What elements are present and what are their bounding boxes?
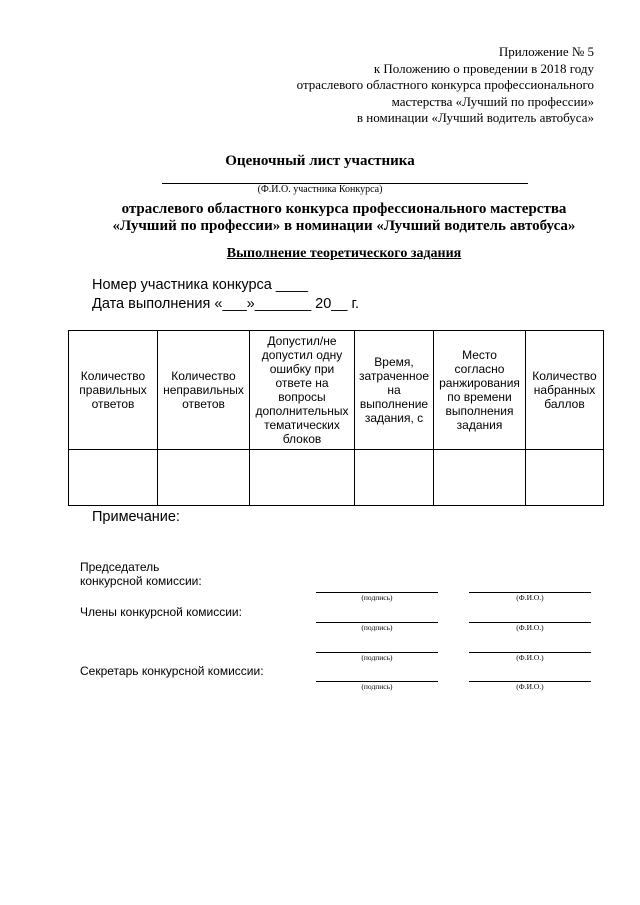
name-caption: (Ф.И.О.) bbox=[516, 682, 544, 691]
chair-label bbox=[80, 560, 202, 588]
header-rank-by-time: Место согласно ранжирования по времени выполнения задания bbox=[434, 331, 526, 450]
header-correct-answers: Количество правильных ответов bbox=[69, 331, 158, 450]
contest-title-line: «Лучший по профессии» в номинации «Лучший водитель автобуса» bbox=[112, 218, 576, 234]
table-cell[interactable] bbox=[355, 450, 434, 506]
table-cell[interactable] bbox=[250, 450, 355, 506]
header-error-in-additional-blocks: Допустил/не допустил одну ошибку при ответе на вопросы дополнительных тематических блоков bbox=[250, 331, 355, 450]
task-heading-text: Выполнение теоретического задания bbox=[226, 246, 462, 261]
participant-name-caption: (Ф.И.О. участника Конкурса) bbox=[257, 184, 383, 195]
table-cell[interactable] bbox=[526, 450, 604, 506]
appendix-line: к Положению о проведении в 2018 году bbox=[373, 60, 594, 76]
chair-label-line: конкурсной комиссии: bbox=[80, 574, 202, 588]
header-total-score: Количество набранных баллов bbox=[526, 331, 604, 450]
date-field[interactable]: Дата выполнения «___»_______ 20__ г. bbox=[92, 296, 360, 312]
signature-caption: (подпись) bbox=[361, 623, 393, 632]
score-table bbox=[68, 330, 604, 506]
contest-title-line: отраслевого областного конкурса профессионального мастерства bbox=[121, 201, 567, 217]
task-heading bbox=[0, 246, 640, 262]
participant-number-field[interactable]: Номер участника конкурса ____ bbox=[92, 277, 309, 293]
appendix-line: в номинации «Лучший водитель автобуса» bbox=[356, 110, 594, 125]
table-cell[interactable] bbox=[434, 450, 526, 506]
members-label: Члены конкурсной комиссии: bbox=[80, 605, 242, 619]
name-caption: (Ф.И.О.) bbox=[516, 653, 544, 662]
secretary-label: Секретарь конкурсной комиссии: bbox=[80, 664, 264, 678]
signature-caption: (подпись) bbox=[361, 682, 393, 691]
table-row bbox=[69, 450, 604, 506]
appendix-line: отраслевого областного конкурса профессионального bbox=[296, 77, 594, 92]
note-label: Примечание: bbox=[92, 509, 180, 525]
signature-caption: (подпись) bbox=[361, 653, 393, 662]
appendix-line: Приложение № 5 bbox=[498, 44, 594, 59]
appendix-reference bbox=[174, 44, 594, 127]
document-title: Оценочный лист участника bbox=[225, 153, 415, 169]
table-cell[interactable] bbox=[69, 450, 158, 506]
name-caption: (Ф.И.О.) bbox=[516, 623, 544, 632]
table-header-row bbox=[69, 331, 604, 450]
signature-caption: (подпись) bbox=[361, 593, 393, 602]
chair-label-line: Председатель bbox=[80, 560, 160, 574]
header-incorrect-answers: Количество неправильных ответов bbox=[158, 331, 250, 450]
contest-title bbox=[0, 201, 640, 235]
table-cell[interactable] bbox=[158, 450, 250, 506]
name-caption: (Ф.И.О.) bbox=[516, 593, 544, 602]
appendix-line: мастерства «Лучший по профессии» bbox=[391, 93, 594, 109]
header-time-spent: Время, затраченное на выполнение задания, с bbox=[355, 331, 434, 450]
